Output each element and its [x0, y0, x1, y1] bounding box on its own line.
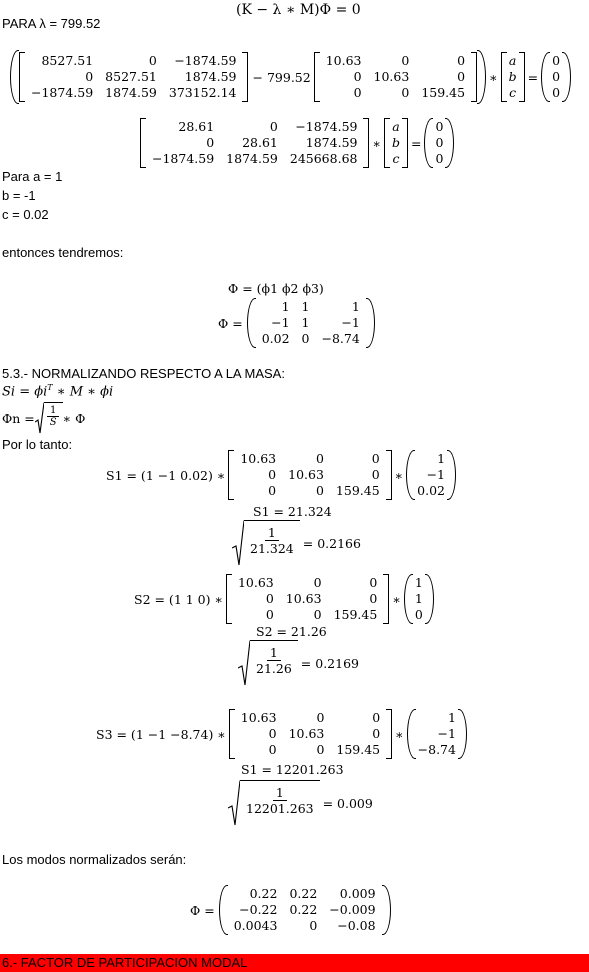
abc-cell: a: [508, 53, 517, 68]
phin-cell: 0.009: [339, 886, 376, 901]
zero2-paren-left: [424, 118, 433, 168]
s3-result: S1 = 12201.263: [241, 762, 344, 777]
abc-cell: c: [509, 85, 517, 100]
m-cell: 159.45: [333, 607, 378, 622]
kr-cell: 28.61: [178, 119, 215, 134]
zero-cell: 0: [552, 69, 561, 84]
para-a-label: Para a = 1: [2, 169, 63, 184]
m-cell: 0: [315, 483, 324, 498]
phi-paren-left: [247, 298, 256, 348]
m-cell: 0: [401, 53, 410, 68]
s1-equation: S1 = (1 −1 0.02) ∗ 10.63 0 0 0 10.63 0 0 0 159.45 ∗ 1 −1 0.02: [106, 450, 456, 500]
kr-cell: 1874.59: [305, 135, 358, 150]
m-cell: 159.45: [421, 85, 466, 100]
phin-cell: −0.08: [337, 918, 376, 933]
kr-cell: 0: [269, 119, 278, 134]
k-cell: 0: [85, 69, 94, 84]
kr-cell: 28.61: [242, 135, 278, 150]
phin-equation: Φn = $\frac{1}{S}$ ∗ Φ: [2, 402, 85, 434]
por-lo-tanto-text: Por lo tanto:: [2, 437, 73, 452]
s2-equation: S2 = (1 1 0) ∗ 10.63 0 0 0 10.63 0 0 0 159.45 ∗ 1 1 0: [134, 574, 434, 624]
phi-paren-right: [366, 298, 375, 348]
s1-sqrt: $\frac{1}{21.324}$ = 0.2166: [232, 520, 361, 566]
s2-sqrt: $\frac{1}{21.26}$ = 0.2169: [238, 640, 359, 686]
kr-bracket-left: [140, 118, 146, 168]
para-lambda-label: [2, 16, 100, 31]
k-cell: 1874.59: [184, 69, 237, 84]
m-cell: 0: [372, 710, 381, 725]
k-cell: 8527.51: [41, 53, 94, 68]
s2vec-cell: 1: [414, 575, 423, 590]
m-cell: 10.63: [288, 467, 324, 482]
matrix-m: [320, 53, 471, 101]
phi-cell: 1: [301, 315, 310, 330]
phi-cell: −1: [271, 315, 290, 330]
lambda-value: 799.52: [266, 69, 311, 85]
equation-header: (K − λ ∗ M)Φ = 0: [236, 2, 361, 18]
phi-matrix: [256, 299, 366, 347]
m-bracket-right: [471, 52, 477, 102]
m-cell: 0: [316, 710, 325, 725]
modos-text: Los modos normalizados serán:: [2, 852, 187, 867]
s3-equation: S3 = (1 −1 −8.74) ∗ 10.63 0 0 0 10.63 0 0 0 159.45 ∗ 1 −1 −8.74: [96, 709, 467, 759]
s2vec-cell: 0: [414, 607, 423, 622]
m-cell: 0: [457, 53, 466, 68]
normalized-phi-matrix: [228, 886, 382, 934]
s3vec-cell: −1: [437, 726, 456, 741]
m-cell: 0: [369, 575, 378, 590]
m-cell: 0: [371, 451, 380, 466]
matrix-reduced: [146, 119, 363, 167]
phin-cell: 0.22: [249, 886, 278, 901]
zero-cell: 0: [435, 135, 444, 150]
phi-cell: −8.74: [321, 331, 360, 346]
m-cell: 10.63: [285, 591, 322, 606]
s2vec-cell: 1: [414, 591, 423, 606]
phi-cell: −1: [341, 315, 360, 330]
zero-cell: 0: [435, 151, 444, 166]
phin-cell: −0.22: [239, 902, 278, 917]
si-equation: $Si = \phi i^T$ ∗ M ∗ ϕi: [2, 383, 114, 400]
b-value: b = -1: [2, 188, 36, 203]
phin-cell: 0: [309, 918, 318, 933]
m-cell: 10.63: [288, 726, 325, 741]
m-cell: 0: [268, 483, 277, 498]
abc2-bracket-right: [402, 118, 408, 168]
section-5-3-title: 5.3.- NORMALIZANDO RESPECTO A LA MASA:: [2, 366, 285, 381]
m-cell: 0: [313, 607, 322, 622]
kr-cell: −1874.59: [295, 119, 358, 134]
k-cell: −1874.59: [174, 53, 237, 68]
kr-bracket-right: [363, 118, 369, 168]
vector-zero-2: [433, 119, 445, 167]
k-cell: −1874.59: [31, 85, 94, 100]
phi-cell: 0: [301, 331, 310, 346]
m-cell: 0: [268, 742, 277, 757]
phin-sqrt: $\frac{1}{S}$: [35, 402, 63, 434]
kr-cell: 245668.68: [289, 151, 358, 166]
vector-abc-2: [390, 119, 402, 167]
m-cell: 0: [353, 69, 362, 84]
s1vec-cell: 1: [437, 451, 446, 466]
m-cell: 0: [353, 85, 362, 100]
s1-result: S1 = 21.324: [253, 504, 332, 519]
m-cell: 0: [313, 575, 322, 590]
zero-paren-left: [541, 52, 550, 102]
phin-cell: −0.009: [329, 902, 376, 917]
m-cell: 0: [315, 451, 324, 466]
section-6-bar: [0, 954, 589, 972]
phi-cell: 1: [281, 299, 290, 314]
phi-cell: 1: [351, 299, 360, 314]
abc-bracket-left: [501, 52, 507, 102]
zero-cell: 0: [552, 53, 561, 68]
s2-result: S2 = 21.26: [256, 624, 327, 639]
m-cell: 0: [401, 85, 410, 100]
phi-cell: 1: [301, 299, 310, 314]
k-bracket-left: [19, 52, 25, 102]
abc-cell: c: [392, 151, 400, 166]
k-cell: 373152.14: [168, 85, 237, 100]
abc-cell: a: [392, 119, 400, 134]
m-cell: 10.63: [240, 451, 277, 466]
m-cell: 159.45: [335, 483, 380, 498]
close-paren: [477, 50, 486, 104]
reduced-equation: 28.61 0 −1874.59 0 28.61 1874.59 −1874.59 1874.59 245668.68 ∗ a b c = 0 0 0: [140, 118, 454, 168]
s3vec-cell: 1: [448, 710, 456, 725]
phin-cell: 0.22: [289, 886, 318, 901]
abc-cell: b: [508, 69, 517, 84]
m-cell: 0: [371, 467, 380, 482]
s3-sqrt: $\frac{1}{12201.263}$ = 0.009: [228, 780, 373, 826]
m-cell: 10.63: [373, 69, 410, 84]
section-6-title: 6.- FACTOR DE PARTICIPACION MODAL: [2, 955, 248, 970]
phi-row-def: Φ = (ϕ1 ϕ2 ϕ3): [228, 281, 324, 296]
zero-cell: 0: [552, 85, 561, 100]
m-cell: 10.63: [240, 710, 277, 725]
phin-cell: 0.22: [289, 902, 318, 917]
m-cell: 10.63: [325, 53, 362, 68]
m-cell: 0: [372, 726, 381, 741]
kr-cell: 1874.59: [226, 151, 278, 166]
s1vec-cell: 0.02: [417, 483, 446, 498]
m-cell: 0: [265, 607, 274, 622]
vector-abc: [507, 53, 519, 101]
phin-cell: 0.0043: [233, 918, 278, 933]
zero-cell: 0: [435, 119, 444, 134]
k-cell: 8527.51: [105, 69, 157, 84]
m-cell: 0: [457, 69, 466, 84]
s1vec-cell: −1: [426, 467, 446, 482]
m-cell: 0: [268, 467, 277, 482]
k-cell: 1874.59: [105, 85, 157, 100]
open-paren: [10, 50, 19, 104]
abc-bracket-right: [519, 52, 525, 102]
k-cell: 0: [148, 53, 157, 68]
m-cell: 0: [265, 591, 274, 606]
eigen-equation: 8527.51 0 −1874.59 0 8527.51 1874.59 −1874.59 1874.59 373152.14 − 799.52 10.63 0 0 0 10.63 0 0 0 159.45 ∗ a b c = 0 0 0: [10, 50, 571, 104]
m-cell: 10.63: [237, 575, 274, 590]
kr-cell: 0: [206, 135, 215, 150]
zero2-paren-right: [445, 118, 454, 168]
c-value: c = 0.02: [2, 207, 49, 222]
kr-cell: −1874.59: [152, 151, 215, 166]
entonces-text: entonces tendremos:: [2, 245, 124, 260]
m-cell: 159.45: [336, 742, 381, 757]
phi-matrix-eq: Φ = 1 1 1 −1 1 −1 0.02 0 −8.74: [218, 298, 375, 348]
m-cell: 0: [316, 742, 325, 757]
normalized-phi-eq: Φ = 0.22 0.22 0.009 −0.22 0.22 −0.009 0.0043 0 −0.08: [190, 885, 391, 935]
zero-paren-right: [562, 52, 571, 102]
para-lambda-text: PARA λ = 799.52: [2, 16, 101, 31]
s3vec-cell: −8.74: [417, 742, 456, 757]
matrix-k: [25, 53, 242, 101]
m-bracket-left: [314, 52, 320, 102]
abc2-bracket-left: [384, 118, 390, 168]
m-cell: 0: [369, 591, 378, 606]
vector-zero: [550, 53, 562, 101]
phi-cell: 0.02: [261, 331, 290, 346]
k-bracket-right: [242, 52, 248, 102]
abc-cell: b: [391, 135, 400, 150]
m-cell: 0: [268, 726, 277, 741]
